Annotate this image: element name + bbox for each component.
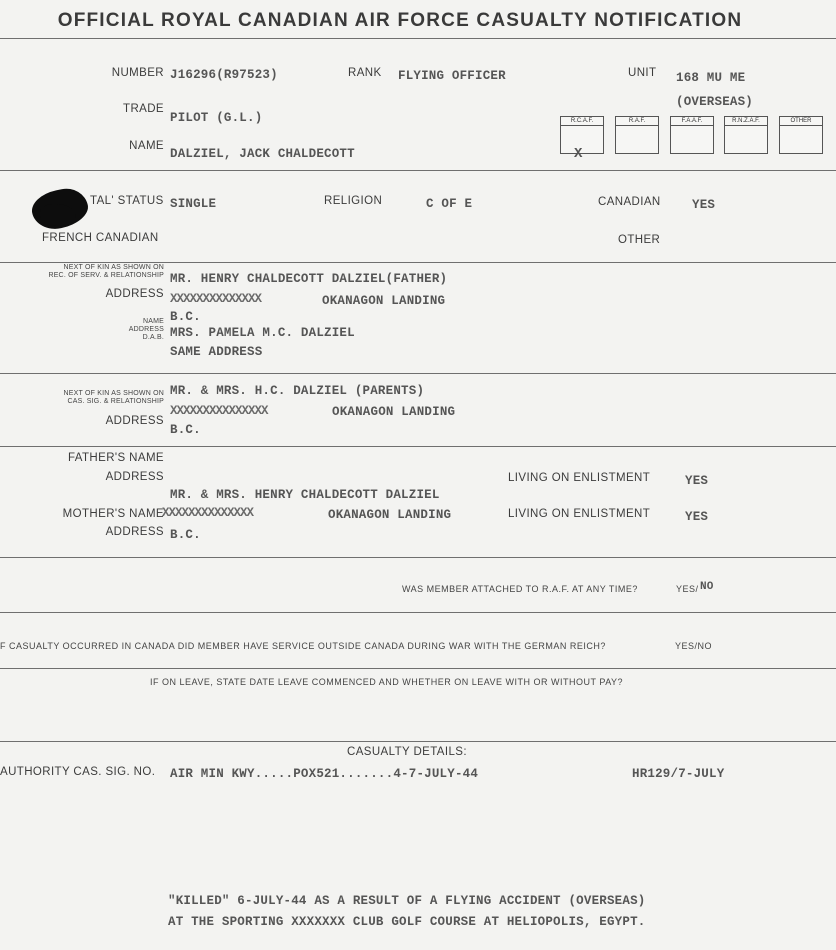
mother-address-struck: XXXXXXXXXXXXXX <box>162 506 254 520</box>
name-label: NAME <box>129 140 164 152</box>
nok-rec-address-value: OKANAGON LANDING <box>322 294 446 308</box>
french-canadian-label: FRENCH CANADIAN <box>42 232 159 244</box>
name-value: DALZIEL, JACK CHALDECOTT <box>170 147 355 161</box>
mother-address-value: OKANAGON LANDING <box>328 508 452 522</box>
unit-label: UNIT <box>628 67 657 79</box>
divider <box>0 741 836 742</box>
service-box-rnzaf[interactable] <box>724 116 768 154</box>
father-living-value: YES <box>685 474 709 488</box>
dab-label <box>100 318 164 342</box>
canadian-value: YES <box>692 198 716 212</box>
dab-name-value: MRS. PAMELA M.C. DALZIEL <box>170 326 355 340</box>
trade-value: PILOT (G.L.) <box>170 111 263 125</box>
nok-rec-address-line2: B.C. <box>170 310 201 324</box>
casualty-details-heading: CASUALTY DETAILS: <box>347 746 467 758</box>
nok-rec-address-label: ADDRESS <box>105 288 164 300</box>
authority-ref-value: HR129/7-JULY <box>632 767 725 781</box>
father-address-label: ADDRESS <box>105 471 164 483</box>
raf-attached-question: WAS MEMBER ATTACHED TO R.A.F. AT ANY TIME? <box>402 584 638 594</box>
mothers-name-label: MOTHER'S NAME <box>62 508 164 520</box>
raf-attached-answer: NO <box>700 581 714 593</box>
religion-value: C OF E <box>426 197 473 211</box>
service-box-label: OTHER <box>780 117 822 126</box>
service-box-faaf[interactable] <box>670 116 714 154</box>
number-label: NUMBER <box>111 67 164 79</box>
rank-value: FLYING OFFICER <box>398 69 506 83</box>
form-title: OFFICIAL ROYAL CANADIAN AIR FORCE CASUALTY NOTIFICATION <box>57 10 743 31</box>
fathers-name-label: FATHER'S NAME <box>68 452 164 464</box>
service-box-raf[interactable] <box>615 116 659 154</box>
nok-rec-label-line1: NEXT OF KIN AS SHOWN ON <box>63 264 164 271</box>
authority-label: AUTHORITY CAS. SIG. NO. <box>0 766 156 778</box>
divider <box>0 170 836 171</box>
religion-label: RELIGION <box>324 195 383 207</box>
nok-rec-label <box>4 264 164 280</box>
nok-rec-name-value: MR. HENRY CHALDECOTT DALZIEL(FATHER) <box>170 272 448 286</box>
service-box-label: R.A.F. <box>616 117 658 126</box>
nok-cas-label-line1: NEXT OF KIN AS SHOWN ON <box>63 390 164 397</box>
rank-label: RANK <box>348 67 382 79</box>
nok-cas-name-value: MR. & MRS. H.C. DALZIEL (PARENTS) <box>170 384 425 398</box>
divider <box>0 38 836 39</box>
nok-cas-address-struck: XXXXXXXXXXXXXXX <box>170 404 268 418</box>
mother-living-label: LIVING ON ENLISTMENT <box>508 508 651 520</box>
details-line1: "KILLED" 6-JULY-44 AS A RESULT OF A FLYING ACCIDENT (OVERSEAS) <box>168 894 646 908</box>
other-label: OTHER <box>618 234 661 246</box>
mother-address-line2: B.C. <box>170 528 201 542</box>
nok-rec-label-line2: REC. OF SERV. & RELATIONSHIP <box>48 272 164 279</box>
number-value: J16296(R97523) <box>170 68 278 82</box>
marital-status-label: TAL' STATUS <box>90 195 164 207</box>
nok-rec-address-struck: XXXXXXXXXXXXXX <box>170 292 262 306</box>
service-box-other[interactable] <box>779 116 823 154</box>
leave-question: IF ON LEAVE, STATE DATE LEAVE COMMENCED AND WHETHER ON LEAVE WITH OR WITHOUT PAY? <box>150 677 624 687</box>
authority-value: AIR MIN KWY.....POX521.......4-7-JULY-44 <box>170 767 479 781</box>
nok-cas-label <box>4 390 164 406</box>
dab-label-line1: NAME <box>142 318 164 325</box>
parents-name-value: MR. & MRS. HENRY CHALDECOTT DALZIEL <box>170 488 440 502</box>
divider <box>0 373 836 374</box>
divider <box>0 668 836 669</box>
trade-label: TRADE <box>123 103 164 115</box>
service-box-label: F.A.A.F. <box>671 117 713 126</box>
divider <box>0 557 836 558</box>
details-line2: AT THE SPORTING XXXXXXX CLUB GOLF COURSE AT HELIOPOLIS, EGYPT. <box>168 915 646 929</box>
unit-value-line2: (OVERSEAS) <box>676 95 754 109</box>
ink-blot <box>40 204 76 226</box>
divider <box>0 262 836 263</box>
nok-cas-address-line2: B.C. <box>170 423 201 437</box>
canadian-label: CANADIAN <box>598 196 661 208</box>
dab-address-value: SAME ADDRESS <box>170 345 263 359</box>
father-living-label: LIVING ON ENLISTMENT <box>508 472 651 484</box>
marital-status-value: SINGLE <box>170 197 217 211</box>
nok-cas-label-line2: CAS. SIG. & RELATIONSHIP <box>67 398 164 405</box>
service-box-label: R.C.A.F. <box>561 117 603 126</box>
mother-living-value: YES <box>685 510 709 524</box>
divider <box>0 612 836 613</box>
dab-label-line3: D.A.B. <box>142 334 164 341</box>
dab-label-line2: ADDRESS <box>128 326 164 333</box>
outside-canada-question: F CASUALTY OCCURRED IN CANADA DID MEMBER HAVE SERVICE OUTSIDE CANADA DURING WAR WITH THE GERMAN REICH? <box>0 641 606 651</box>
service-box-mark: X <box>574 146 583 162</box>
divider <box>0 446 836 447</box>
service-box-label: R.N.Z.A.F. <box>725 117 767 126</box>
outside-canada-options: YES/NO <box>675 641 713 651</box>
mother-address-label: ADDRESS <box>105 526 164 538</box>
raf-attached-options: YES/ <box>676 584 699 594</box>
nok-cas-address-label: ADDRESS <box>105 415 164 427</box>
unit-value-line1: 168 MU ME <box>676 71 746 85</box>
nok-cas-address-value: OKANAGON LANDING <box>332 405 456 419</box>
